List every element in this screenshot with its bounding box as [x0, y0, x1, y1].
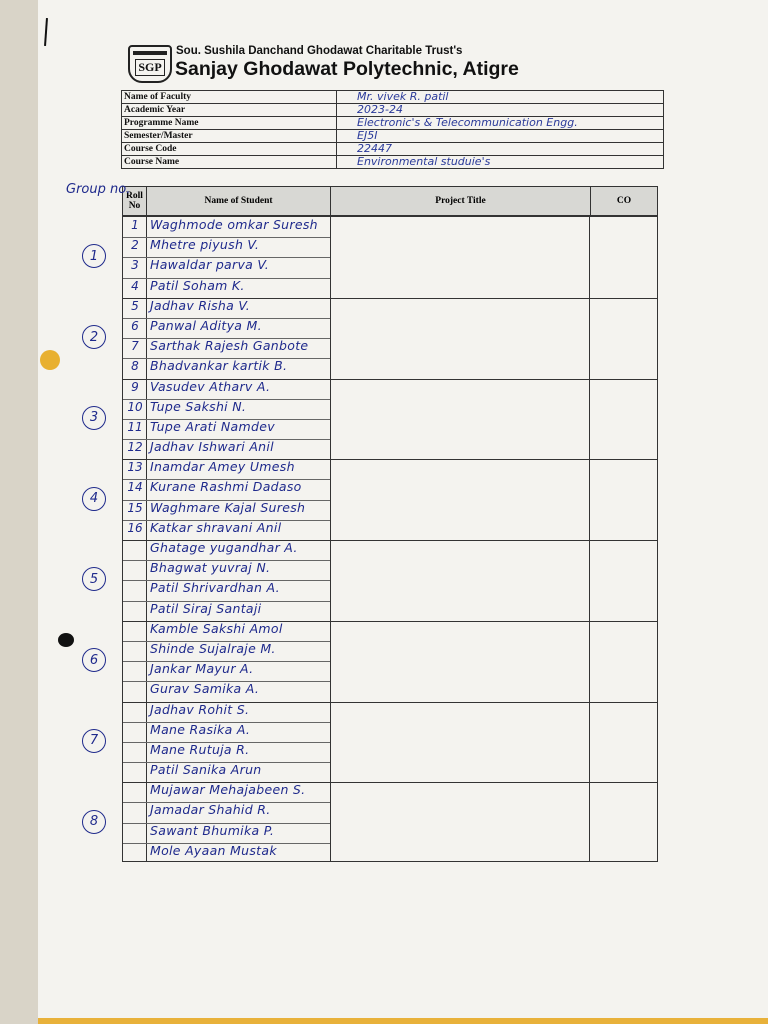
roll-number: 3 — [131, 258, 139, 273]
info-row — [122, 104, 664, 117]
student-name: Bhadvankar kartik B. — [150, 358, 288, 374]
student-name: Mhetre piyush V. — [150, 237, 260, 253]
student-name: Kurane Rashmi Dadaso — [150, 479, 302, 495]
info-value: 22447 — [337, 143, 664, 156]
student-name: Waghmare Kajal Suresh — [150, 499, 306, 515]
student-name: Patil Shrivardhan A. — [150, 580, 280, 596]
group-number-circle: 2 — [82, 325, 106, 349]
student-name: Panwal Aditya M. — [150, 317, 262, 333]
group-label: Group no. — [66, 182, 131, 197]
student-name: Jadhav Ishwari Anil — [150, 439, 274, 455]
co-header: CO — [616, 196, 632, 206]
student-name: Mane Rutuja R. — [150, 741, 250, 757]
info-value: Electronic's & Telecommunication Engg. — [337, 117, 664, 130]
info-row — [122, 143, 664, 156]
group-number-circle: 1 — [82, 244, 106, 268]
info-label: Name of Faculty — [122, 91, 337, 104]
trust-name: Sou. Sushila Danchand Ghodawat Charitable Trust's — [176, 45, 463, 57]
student-name: Katkar shravani Anil — [150, 519, 282, 535]
ink-blot — [58, 633, 74, 647]
roll-number: 13 — [127, 460, 143, 475]
institution-logo — [128, 45, 172, 83]
roll-number: 5 — [131, 298, 139, 313]
student-name: Ghatage yugandhar A. — [150, 540, 298, 555]
bottom-strip — [38, 1018, 768, 1024]
roll-header: Roll No — [123, 187, 147, 215]
info-label: Programme Name — [122, 117, 337, 130]
roll-number: 8 — [131, 359, 139, 374]
group-number-circle: 5 — [82, 567, 106, 591]
student-name: Jankar Mayur A. — [150, 661, 254, 677]
roll-number: 16 — [127, 520, 143, 535]
roll-number: 12 — [127, 440, 143, 455]
info-value: 2023-24 — [337, 104, 664, 117]
student-name: Shinde Sujalraje M. — [150, 640, 276, 656]
info-row — [122, 156, 664, 169]
roll-number: 9 — [131, 379, 139, 394]
student-name: Sawant Bhumika P. — [150, 822, 275, 838]
info-value: Environmental studuie's — [337, 156, 664, 169]
logo-text: SGP — [135, 59, 164, 76]
student-name: Gurav Samika A. — [150, 681, 260, 697]
student-name: Vasudev Atharv A. — [150, 378, 271, 394]
info-row — [122, 91, 664, 104]
info-label: Academic Year — [122, 104, 337, 117]
roll-number: 10 — [127, 399, 143, 414]
group-number-circle: 6 — [82, 648, 106, 672]
info-label: Course Name — [122, 156, 337, 169]
roll-number: 6 — [131, 318, 139, 333]
group-number-circle: 4 — [82, 487, 106, 511]
roll-number: 14 — [127, 480, 143, 495]
student-name: Inamdar Amey Umesh — [150, 459, 295, 475]
student-name: Mane Rasika A. — [150, 721, 251, 737]
student-name: Mole Ayaan Mustak — [150, 842, 277, 858]
group-number-circle: 8 — [82, 810, 106, 834]
institution-name: Sanjay Ghodawat Polytechnic, Atigre — [175, 58, 519, 80]
student-name: Bhagwat yuvraj N. — [150, 560, 271, 576]
student-name: Mujawar Mehajabeen S. — [150, 782, 306, 798]
info-value: EJ5I — [337, 130, 664, 143]
roll-number: 15 — [127, 500, 143, 515]
student-name: Jamadar Shahid R. — [150, 802, 271, 818]
student-name: Kamble Sakshi Amol — [150, 620, 283, 636]
student-name: Patil Soham K. — [150, 277, 245, 293]
group-number-circle: 7 — [82, 729, 106, 753]
project-header: Project Title — [331, 187, 591, 215]
student-name: Jadhav Rohit S. — [150, 701, 250, 717]
student-name: Sarthak Rajesh Ganbote — [150, 338, 309, 354]
info-value: Mr. vivek R. patil — [337, 91, 664, 104]
roll-number: 4 — [131, 278, 139, 293]
info-label: Course Code — [122, 143, 337, 156]
student-name: Tupe Sakshi N. — [150, 398, 247, 414]
student-name: Patil Siraj Santaji — [150, 600, 262, 616]
student-table-header — [122, 186, 658, 216]
group-number-circle: 3 — [82, 406, 106, 430]
student-name: Tupe Arati Namdev — [150, 418, 275, 434]
course-info-table — [121, 90, 664, 169]
roll-number: 1 — [131, 218, 139, 232]
name-header: Name of Student — [147, 187, 331, 215]
student-name: Patil Sanika Arun — [150, 762, 262, 778]
roll-number: 2 — [131, 238, 139, 253]
info-row — [122, 117, 664, 130]
info-row — [122, 130, 664, 143]
student-name: Waghmode omkar Suresh — [150, 217, 318, 232]
roll-number: 11 — [127, 419, 143, 434]
roll-number: 7 — [131, 339, 139, 354]
student-name: Hawaldar parva V. — [150, 257, 270, 273]
info-label: Semester/Master — [122, 130, 337, 143]
student-name: Jadhav Risha V. — [150, 297, 251, 313]
yellow-dot — [40, 350, 60, 370]
